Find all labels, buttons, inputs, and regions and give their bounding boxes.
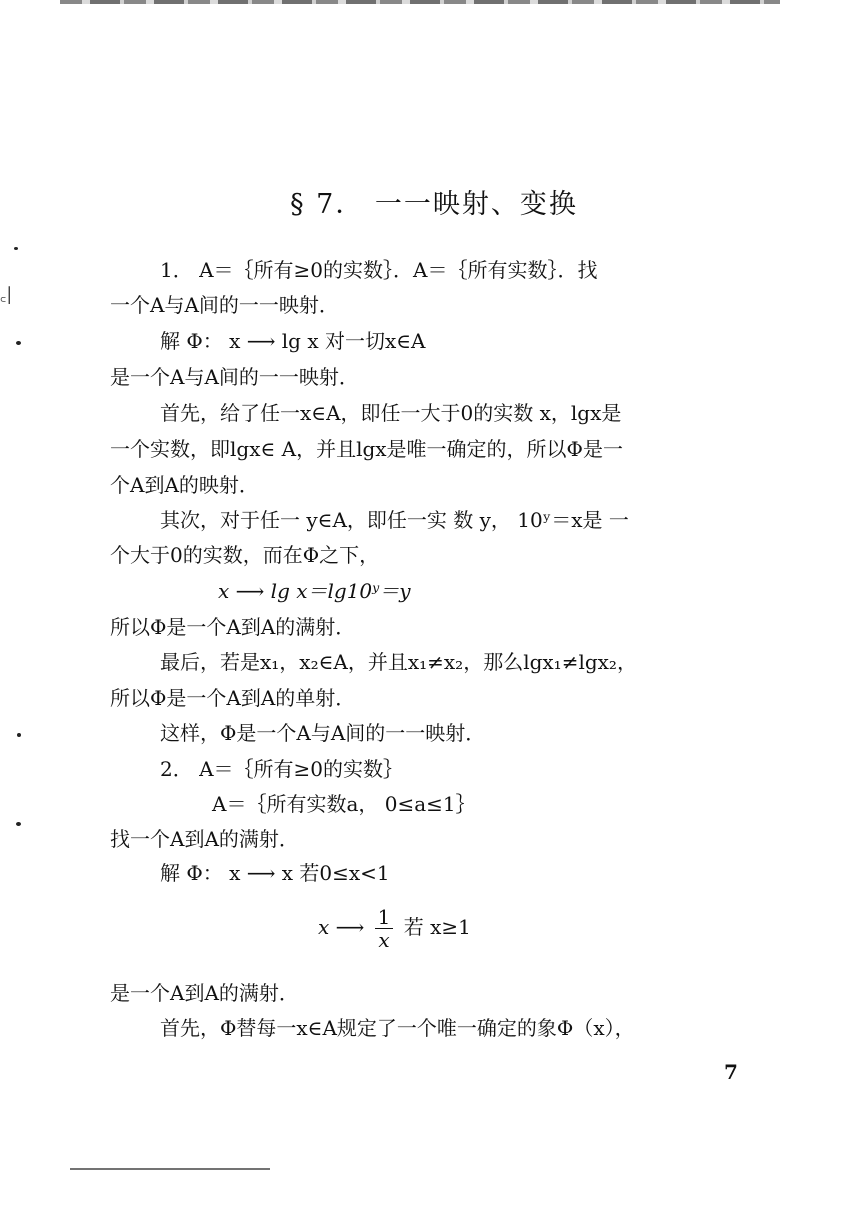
- scan-edge-bottom: [70, 1168, 270, 1170]
- scan-speck: [14, 247, 18, 250]
- mapping-arrow: x ⟶: [318, 915, 365, 939]
- scan-speck: [17, 733, 21, 737]
- page-number: 7: [724, 1060, 738, 1084]
- scan-speck: [16, 822, 21, 826]
- solution-2-case-2: [318, 906, 471, 951]
- first-paragraph-line-1: 首先，给了任一x∈A，即任一大于0的实数 x，lgx是: [160, 401, 622, 425]
- solution-1-line: 是一个A与A间的一一映射．: [110, 365, 359, 389]
- third-paragraph-line-1: 最后，若是x₁，x₂∈A，并且x₁≠x₂，那么lgx₁≠lgx₂，: [160, 650, 637, 674]
- case-2-condition: 若 x≥1: [403, 915, 471, 939]
- fraction-one-over-x: [375, 906, 394, 951]
- first-paragraph-line-3: 个A到A的映射．: [110, 473, 259, 497]
- second-paragraph-line-2: 个大于0的实数，而在Φ之下，: [110, 543, 380, 567]
- fraction-denominator: x: [378, 928, 390, 952]
- first-paragraph-line-2: 一个实数，即lgx∈ A，并且lgx是唯一确定的，所以Φ是一: [110, 437, 623, 461]
- problem-2-line-3: 找一个A到A的满射．: [110, 827, 299, 851]
- solution-1-mapping: 解 Φ： x ⟶ lg x 对一切x∈A: [160, 329, 426, 353]
- fraction-numerator: 1: [375, 906, 394, 929]
- third-paragraph-line-2: 所以Φ是一个A到A的单射．: [110, 686, 356, 710]
- solution-2-line: 是一个A到A的满射．: [110, 981, 299, 1005]
- mapping-equation: x ⟶ lg x＝lg10ʸ＝y: [218, 579, 411, 603]
- problem-2-line-1: 2． A＝｛所有≥0的实数｝: [160, 757, 404, 781]
- margin-mark: ꜀|: [0, 284, 13, 305]
- solution-2-case-1: 解 Φ： x ⟶ x 若0≤x<1: [160, 861, 390, 885]
- problem-1-line-2: 一个A与A间的一一映射．: [110, 293, 339, 317]
- conclusion-line: 这样，Φ是一个A与A间的一一映射．: [160, 721, 486, 745]
- problem-2-line-2: A＝｛所有实数a， 0≤a≤1｝: [212, 792, 476, 816]
- second-paragraph-line-1: 其次，对于任一 y∈A，即任一实 数 y， 10ʸ＝x是 一: [160, 508, 629, 532]
- section-title: § 7． 一一映射、变换: [290, 189, 578, 220]
- problem-1-line-1: 1． A＝｛所有≥0的实数｝．A＝｛所有实数｝．找: [160, 258, 598, 282]
- final-paragraph-line: 首先，Φ替每一x∈A规定了一个唯一确定的象Φ（x），: [160, 1016, 635, 1040]
- scan-speck: [16, 341, 21, 345]
- scan-edge-top: [60, 0, 780, 4]
- second-paragraph-line-4: 所以Φ是一个A到A的满射．: [110, 615, 356, 639]
